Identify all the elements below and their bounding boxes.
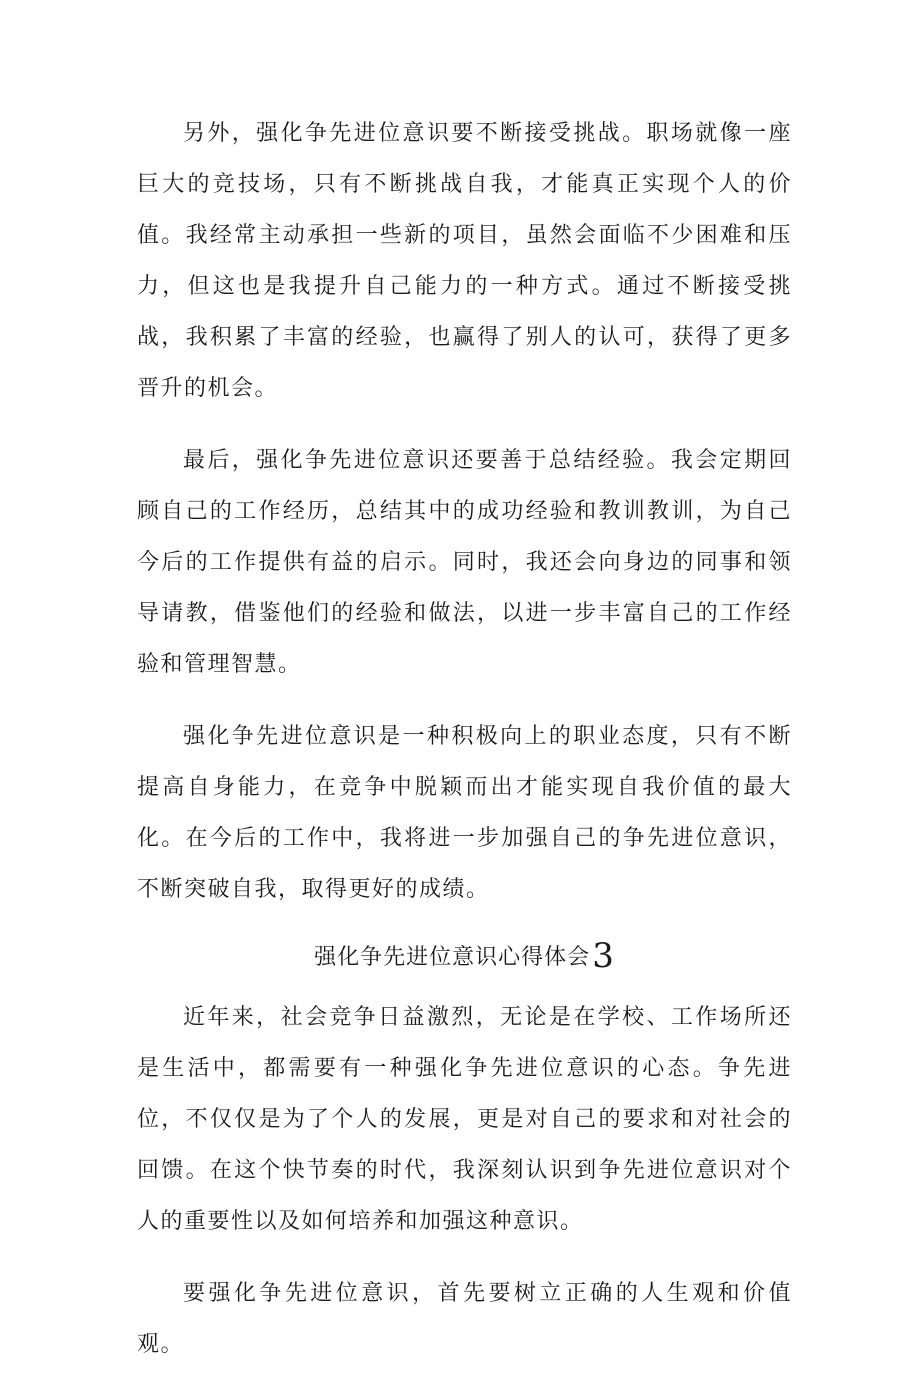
- document-body: [137, 108, 792, 1391]
- section-heading-number: 3: [592, 936, 615, 976]
- paragraph-intro: 近年来，社会竞争日益激烈，无论是在学校、工作场所还是生活中，都需要有一种强化争先进位意识的心态。争先进位，不仅仅是为了个人的发展，更是对自己的要求和对社会的回馈。在这个快节奏的时代，我深刻认识到争先进位意识对个人的重要性以及如何培养和加强这种意识。: [137, 1005, 792, 1234]
- paragraph-summarize-experience: 最后，强化争先进位意识还要善于总结经验。我会定期回顾自己的工作经历，总结其中的成功经验和教训教训，为自己今后的工作提供有益的启示。同时，我还会向身边的同事和领导请教，借鉴他们的经验和做法，以进一步丰富自己的工作经验和管理智慧。: [137, 448, 792, 677]
- paragraph-challenge: 另外，强化争先进位意识要不断接受挑战。职场就像一座巨大的竞技场，只有不断挑战自我，才能真正实现个人的价值。我经常主动承担一些新的项目，虽然会面临不少困难和压力，但这也是我提升自己能力的一种方式。通过不断接受挑战，我积累了丰富的经验，也赢得了别人的认可，获得了更多晋升的机会。: [137, 121, 792, 401]
- section-heading-title: 强化争先进位意识心得体会: [314, 945, 591, 970]
- paragraph-conclusion: 强化争先进位意识是一种积极向上的职业态度，只有不断提高自身能力，在竞争中脱颖而出才能实现自我价值的最大化。在今后的工作中，我将进一步加强自己的争先进位意识，不断突破自我，取得更好的成绩。: [137, 724, 792, 902]
- section-heading: [137, 936, 792, 978]
- paragraph-values: 要强化争先进位意识，首先要树立正确的人生观和价值观。: [137, 1281, 792, 1357]
